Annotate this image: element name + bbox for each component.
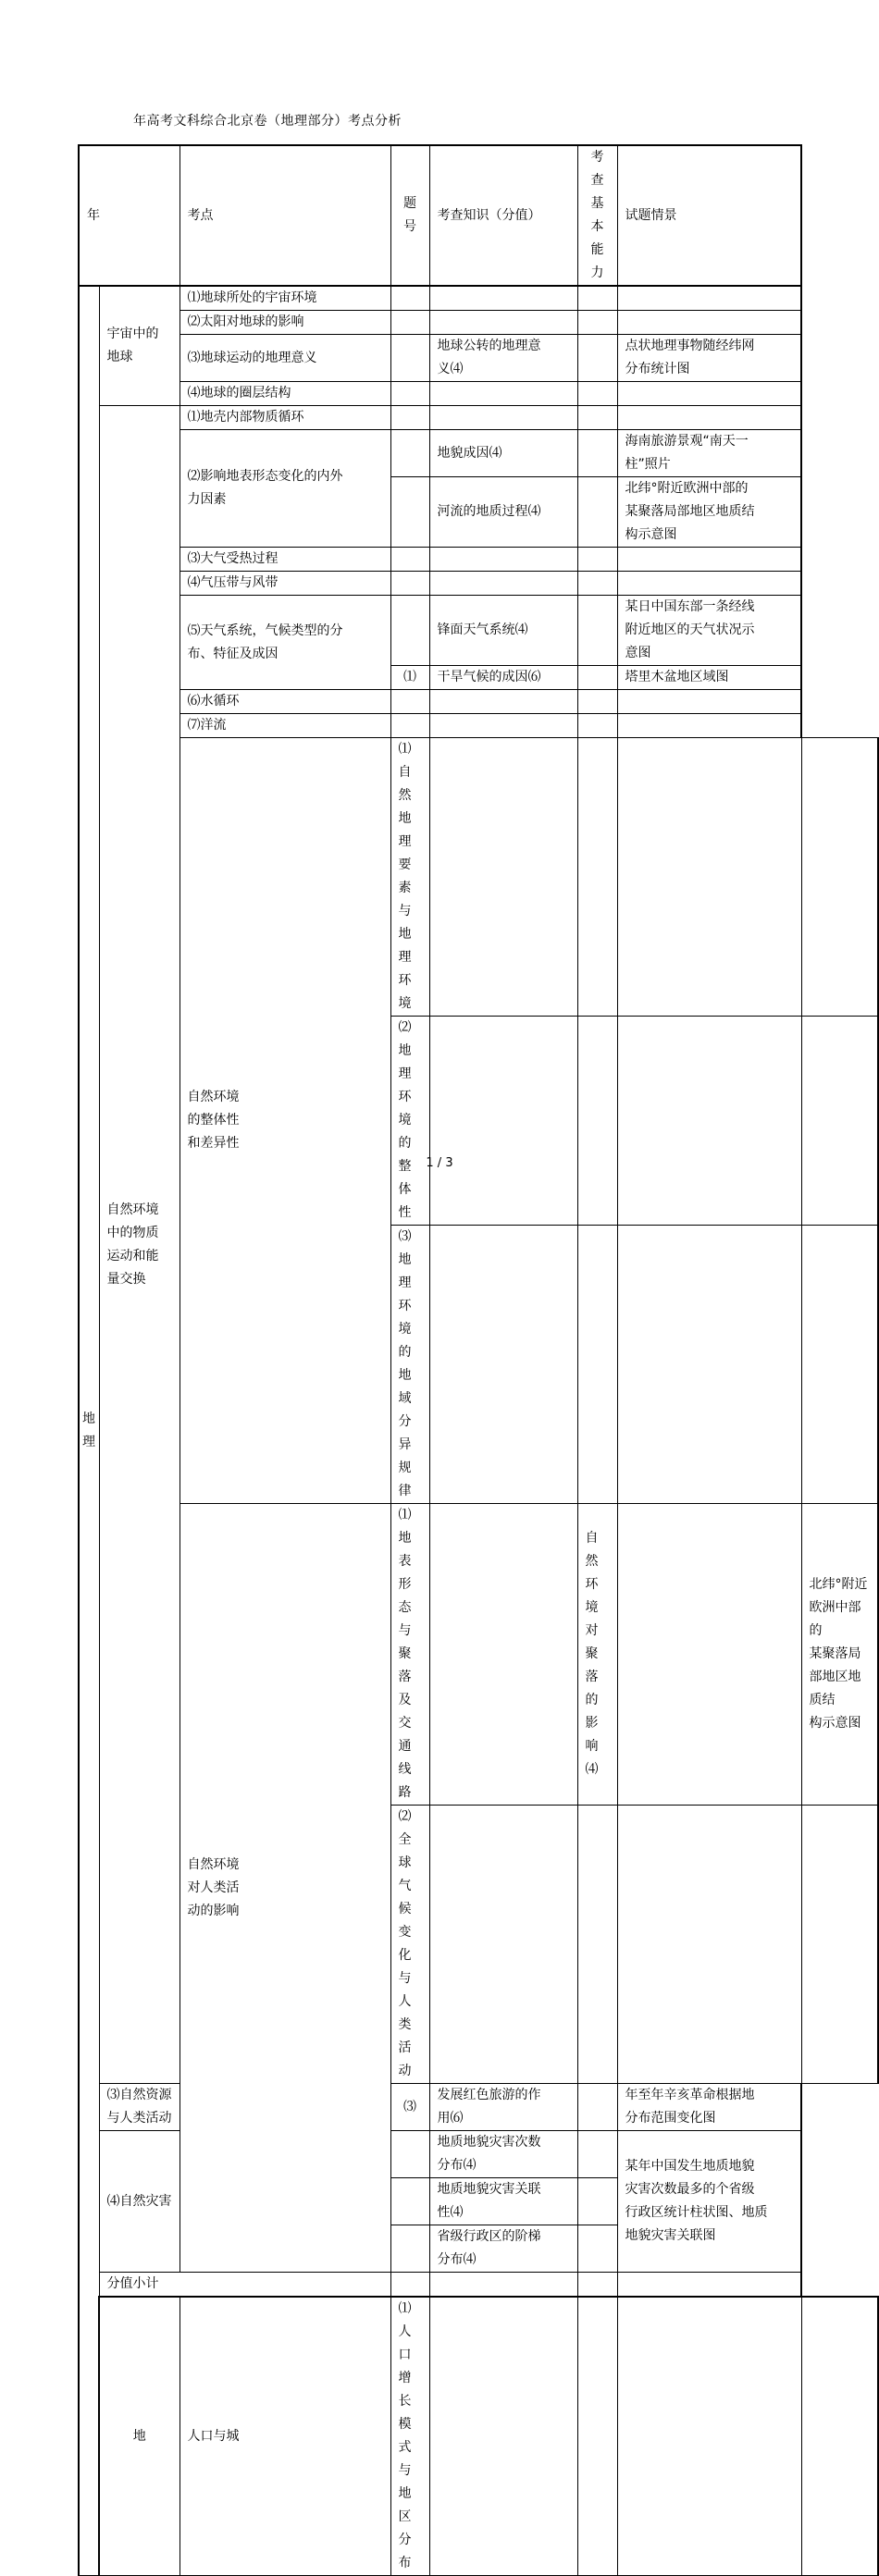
table-row bbox=[79, 382, 878, 406]
table-row bbox=[79, 596, 878, 666]
table-row bbox=[79, 286, 878, 311]
table-row bbox=[79, 548, 878, 572]
scenario-cell: 塔里木盆地区域图 bbox=[617, 666, 801, 690]
topic-cell: ⑵地理环境的整体性 bbox=[390, 1017, 429, 1226]
table-row bbox=[79, 311, 878, 335]
header-question-no: 题 号 bbox=[390, 145, 429, 286]
document-title: 年高考文科综合北京卷（地理部分）考点分析 bbox=[133, 114, 402, 129]
knowledge-cell: 发展红色旅游的作 用⑹ bbox=[429, 2084, 577, 2131]
header-ability: 考 查 基 本 能 力 bbox=[577, 145, 617, 286]
scenario-cell: 海南旅游景观“南天一 柱”照片 bbox=[617, 430, 801, 477]
topic-cell: ⑷气压带与风带 bbox=[180, 572, 390, 596]
table-row bbox=[79, 1504, 878, 1806]
header-year: 年 bbox=[79, 145, 180, 286]
topic-cell: ⑷地球的圈层结构 bbox=[180, 382, 390, 406]
topic-cell: ⑵全球气候变化与人类活动 bbox=[390, 1806, 429, 2084]
knowledge-cell: 锋面天气系统⑷ bbox=[429, 596, 577, 666]
knowledge-cell: 省级行政区的阶梯 分布⑷ bbox=[429, 2225, 577, 2273]
topic-cell: ⑵太阳对地球的影响 bbox=[180, 311, 390, 335]
scenario-cell: 北纬°附近欧洲中部的 某聚落局部地区地质结 构示意图 bbox=[801, 1504, 878, 1806]
topic-cell: ⑵影响地表形态变化的内外 力因素 bbox=[180, 430, 390, 548]
group-label-integrity: 自然环境 的整体性 和差异性 bbox=[180, 738, 390, 1504]
header-row bbox=[79, 145, 878, 286]
table-row bbox=[79, 572, 878, 596]
question-no-cell: ⑶ bbox=[390, 2084, 429, 2131]
topic-cell: ⑹水循环 bbox=[180, 690, 390, 714]
subtotal-label: 分值小计 bbox=[99, 2273, 390, 2298]
knowledge-cell: 河流的地质过程⑷ bbox=[429, 477, 577, 548]
knowledge-cell: 地貌成因⑷ bbox=[429, 430, 577, 477]
table-row bbox=[79, 430, 878, 477]
topic-cell: ⑴地表形态与聚落及交通线 路 bbox=[390, 1504, 429, 1806]
scenario-cell: 北纬°附近欧洲中部的 某聚落局部地区地质结 构示意图 bbox=[617, 477, 801, 548]
page-number: 1 / 3 bbox=[426, 1156, 453, 1170]
topic-cell: ⑴自然地理要素与地理环境 bbox=[390, 738, 429, 1017]
topic-cell: ⑺洋流 bbox=[180, 714, 390, 738]
knowledge-cell: 地质地貌灾害次数 分布⑷ bbox=[429, 2131, 577, 2178]
topic-cell: ⑴地球所处的宇宙环境 bbox=[180, 286, 390, 311]
topic-cell: ⑶地球运动的地理意义 bbox=[180, 335, 390, 382]
topic-cell: ⑶自然资源与人类活动 bbox=[99, 2084, 180, 2131]
exam-analysis-table bbox=[78, 144, 879, 2576]
question-no-cell: ⑴ bbox=[390, 666, 429, 690]
header-knowledge: 考查知识（分值） bbox=[429, 145, 577, 286]
scenario-cell: 年至年辛亥革命根据地 分布范围变化图 bbox=[617, 2084, 801, 2131]
topic-cell: ⑴人口增长模式与地区分布 bbox=[390, 2297, 429, 2576]
group-label-natural-material: 自然环境 中的物质 运动和能 量交换 bbox=[99, 406, 180, 2084]
table-row bbox=[79, 714, 878, 738]
header-scenario: 试题情景 bbox=[617, 145, 801, 286]
topic-cell: ⑷自然灾害 bbox=[99, 2131, 180, 2273]
group-label-universe: 宇宙中的 地球 bbox=[99, 286, 180, 406]
knowledge-cell: 自然环境对聚落的 影响⑷ bbox=[577, 1504, 617, 1806]
group-label-human: 自然环境 对人类活 动的影响 bbox=[180, 1504, 390, 2273]
category-physical-geo: 地 理 bbox=[79, 286, 99, 2576]
header-topic: 考点 bbox=[180, 145, 390, 286]
scenario-cell: 某年中国发生地质地貌 灾害次数最多的个省级 行政区统计柱状图、地质 地貌灾害关联图 bbox=[617, 2131, 801, 2273]
scenario-cell: 点状地理事物随经纬网 分布统计图 bbox=[617, 335, 801, 382]
knowledge-cell: 地质地貌灾害关联 性⑷ bbox=[429, 2178, 577, 2225]
category-human-geo: 地 bbox=[99, 2297, 180, 2576]
table-row bbox=[79, 335, 878, 382]
topic-cell: ⑸天气系统，气候类型的分 布、特征及成因 bbox=[180, 596, 390, 690]
topic-cell: ⑶地理环境的地域分异规律 bbox=[390, 1226, 429, 1504]
topic-cell: ⑴地壳内部物质循环 bbox=[180, 406, 390, 430]
subtotal-row bbox=[79, 2273, 878, 2298]
scenario-cell: 某日中国东部一条经线 附近地区的天气状况示 意图 bbox=[617, 596, 801, 666]
group-label-population: 人口与城 bbox=[180, 2297, 390, 2576]
topic-cell: ⑶大气受热过程 bbox=[180, 548, 390, 572]
table-row bbox=[79, 690, 878, 714]
table-row bbox=[79, 2297, 878, 2576]
knowledge-cell: 干旱气候的成因⑹ bbox=[429, 666, 577, 690]
table-row bbox=[79, 738, 878, 1017]
knowledge-cell: 地球公转的地理意 义⑷ bbox=[429, 335, 577, 382]
table-row bbox=[79, 406, 878, 430]
